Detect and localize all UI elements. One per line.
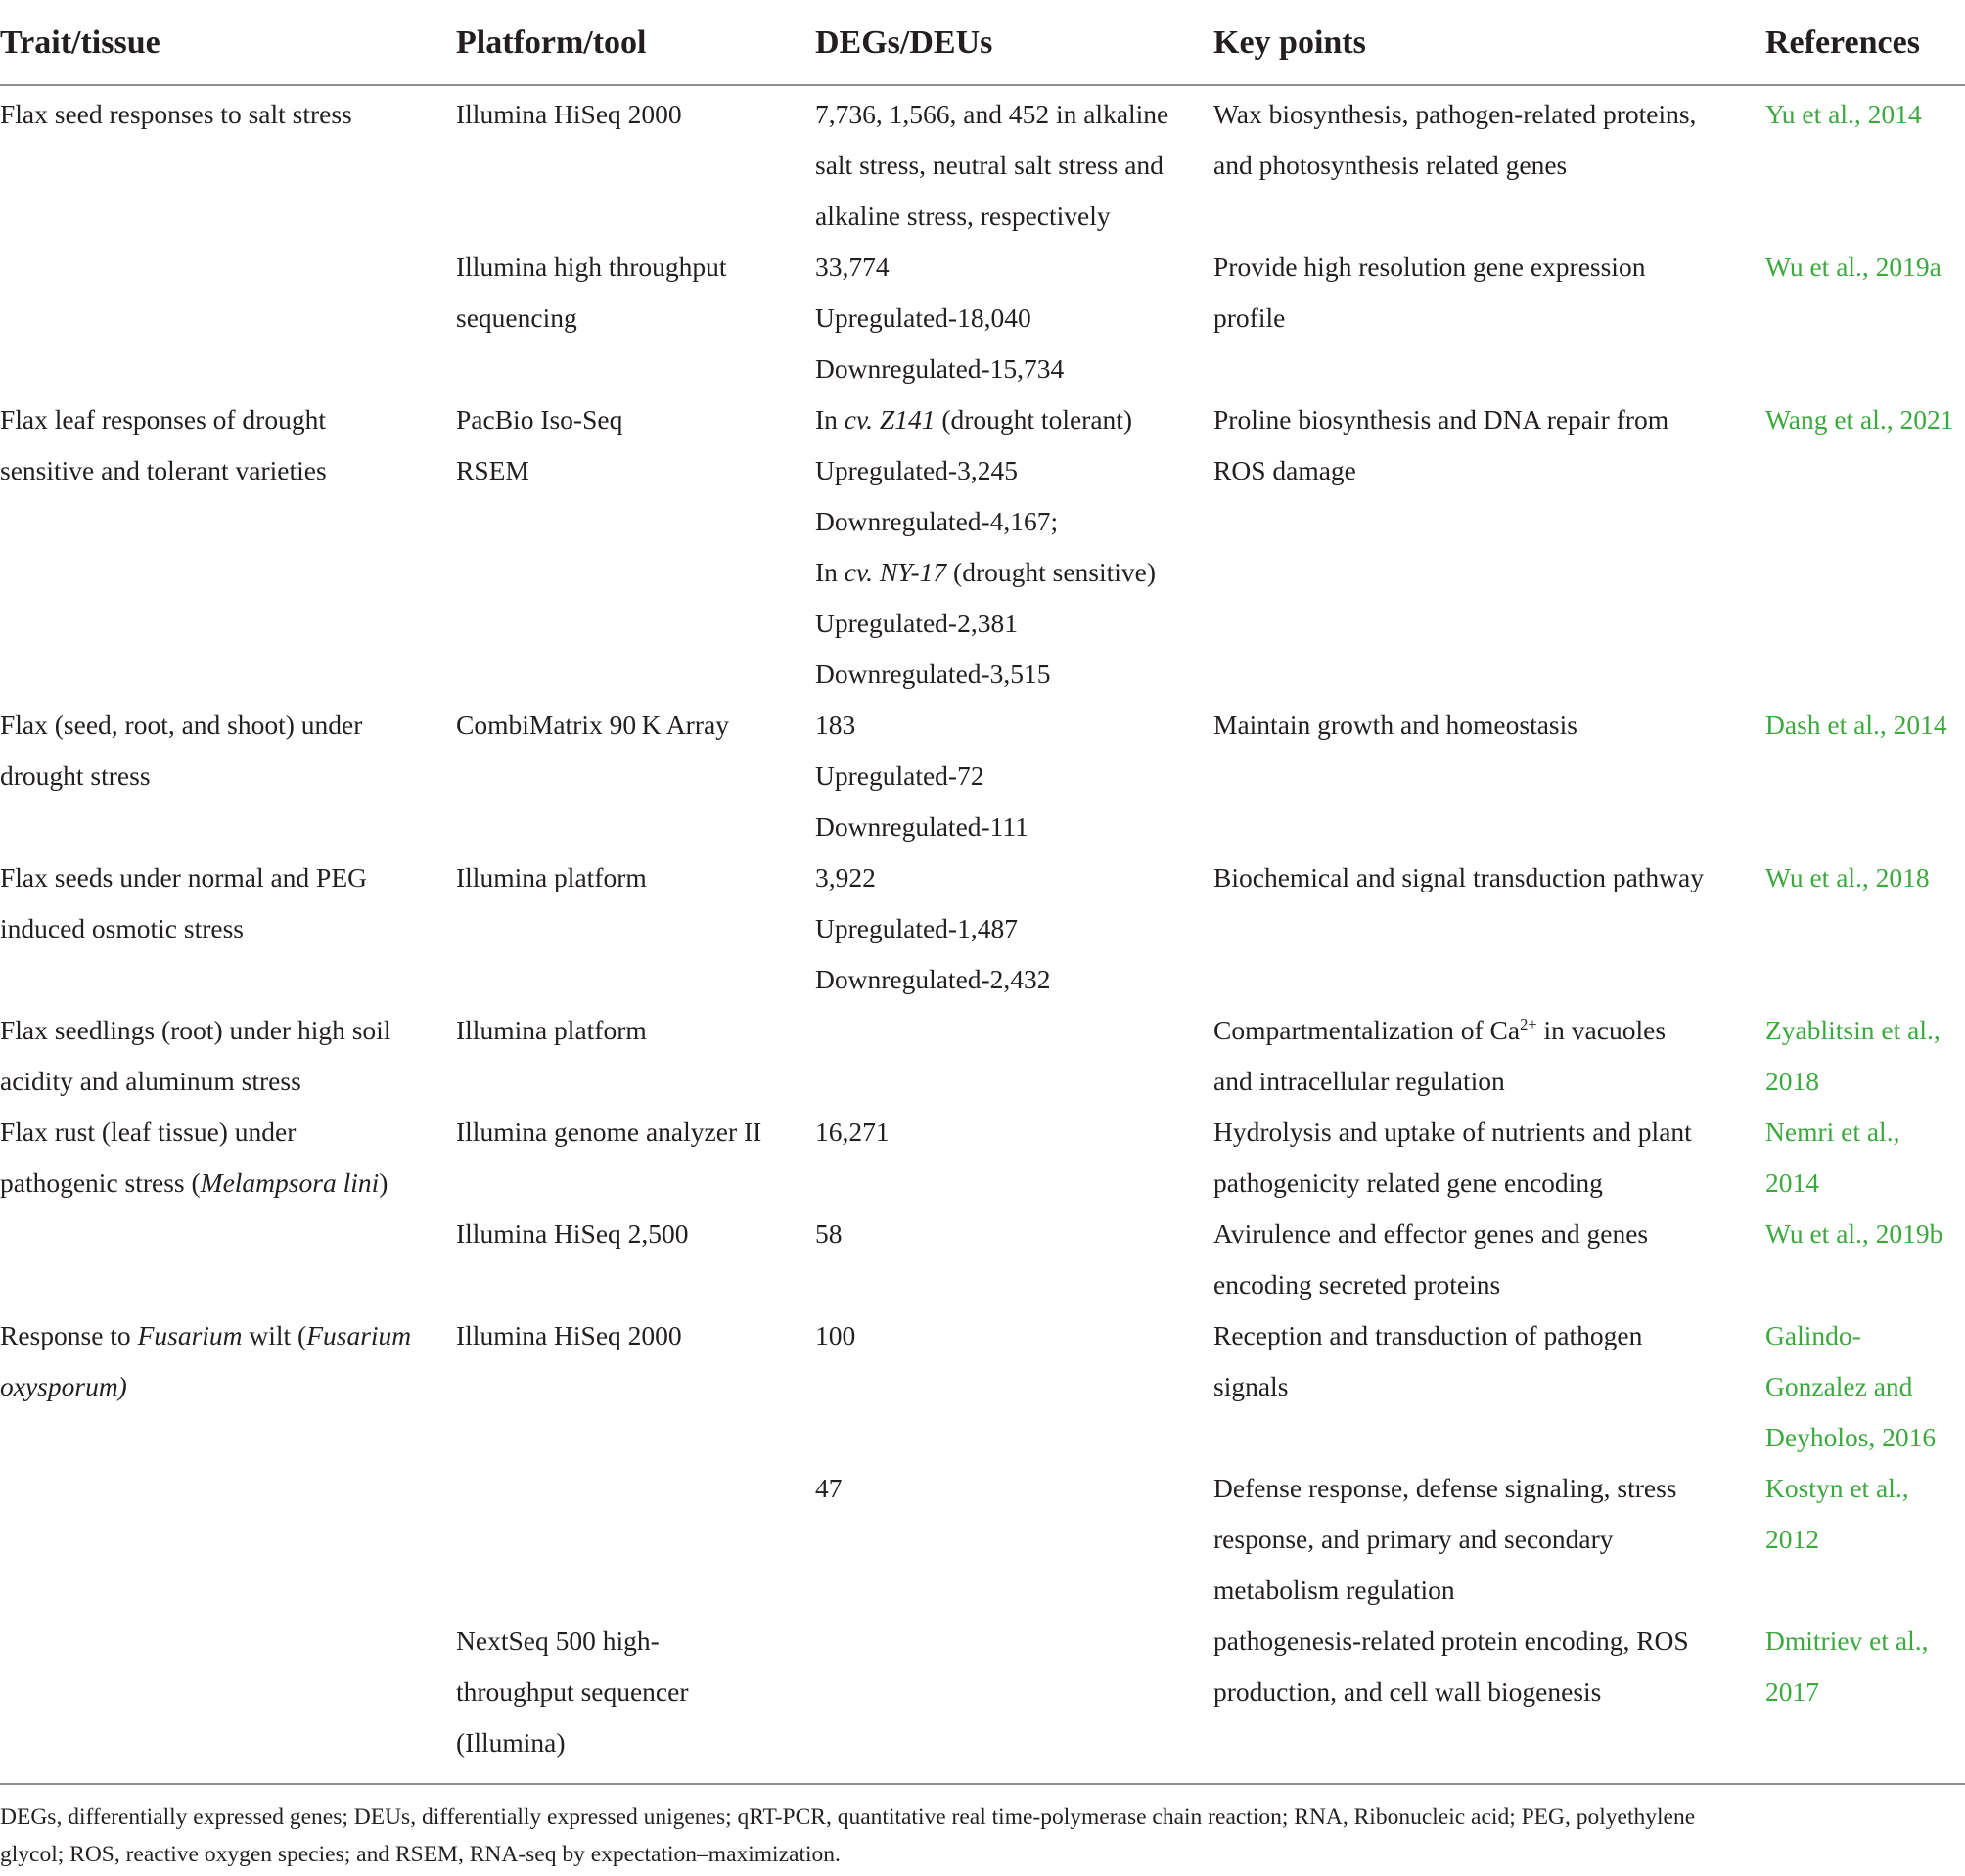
header-references: References (1765, 0, 1965, 85)
cell-key-points (1213, 700, 1765, 852)
cell-reference[interactable] (1765, 1107, 1965, 1209)
cell-trait-tissue (0, 1616, 456, 1774)
reference-link-text[interactable]: 2014 (1765, 1167, 1819, 1198)
cell-text-line: (Illumina) (456, 1727, 566, 1758)
table-row (0, 242, 1965, 394)
footnote-line: glycol; ROS, reactive oxygen species; and RSEM, RNA-seq by expectation–maximization. (0, 1842, 841, 1867)
cell-text-line: PacBio Iso-Seq (456, 404, 623, 435)
cell-text-line: 100 (815, 1320, 856, 1350)
cell-reference[interactable] (1765, 1616, 1965, 1774)
table-row (0, 1209, 1965, 1310)
cell-text-line: 3,922 (815, 862, 876, 892)
cell-degs-deus (815, 1310, 1213, 1463)
cell-key-points (1213, 852, 1765, 1005)
cell-reference[interactable] (1765, 1005, 1965, 1107)
reference-link-text[interactable]: 2017 (1765, 1676, 1819, 1707)
cell-key-points (1213, 394, 1765, 700)
cell-text-line: Downregulated-2,432 (815, 964, 1051, 994)
cell-text-line: Upregulated-72 (815, 760, 984, 791)
cell-degs-deus (815, 85, 1213, 242)
cell-text-line: Upregulated-3,245 (815, 455, 1018, 485)
cell-platform-tool (456, 1107, 815, 1209)
cell-text-line: 58 (815, 1218, 843, 1249)
cell-text-line: response, and primary and secondary (1213, 1524, 1614, 1554)
cell-text-line: Upregulated-2,381 (815, 608, 1018, 638)
cell-text-line: metabolism regulation (1213, 1575, 1455, 1605)
cell-text-line: Flax (seed, root, and shoot) under (0, 709, 363, 740)
cell-key-points (1213, 1616, 1765, 1774)
cell-text-line: acidity and aluminum stress (0, 1066, 301, 1096)
cell-degs-deus (815, 1209, 1213, 1310)
reference-link-text[interactable]: Wu et al., 2019a (1765, 252, 1942, 282)
cell-text-line: Maintain growth and homeostasis (1213, 709, 1577, 740)
table-row (0, 85, 1965, 242)
cell-platform-tool (456, 1310, 815, 1463)
cell-trait-tissue (0, 1463, 456, 1616)
table-row (0, 852, 1965, 1005)
cell-text-line: Defense response, defense signaling, stress (1213, 1473, 1677, 1503)
cell-text-line: production, and cell wall biogenesis (1213, 1676, 1602, 1707)
cell-reference[interactable] (1765, 700, 1965, 852)
cell-text-line: Avirulence and effector genes and genes (1213, 1218, 1649, 1249)
reference-link-text[interactable]: Wu et al., 2019b (1765, 1218, 1943, 1249)
reference-link-text[interactable]: Dash et al., 2014 (1765, 709, 1947, 740)
cell-trait-tissue (0, 1005, 456, 1107)
cell-text-line: throughput sequencer (456, 1676, 689, 1707)
table-header-row (0, 0, 1965, 85)
cell-text-line: encoding secreted proteins (1213, 1269, 1501, 1300)
cell-text-line: Hydrolysis and uptake of nutrients and plant (1213, 1117, 1692, 1147)
table-footnote (0, 1783, 1965, 1873)
cell-text-line: Illumina platform (456, 1015, 647, 1045)
header-degs-deus: DEGs/DEUs (815, 0, 1213, 85)
cell-reference[interactable] (1765, 1209, 1965, 1310)
cell-text-line: Response to Fusarium wilt (Fusarium (0, 1320, 412, 1350)
cell-text-line: pathogenicity related gene encoding (1213, 1167, 1603, 1198)
reference-link-text[interactable]: Kostyn et al., (1765, 1473, 1909, 1503)
cell-trait-tissue (0, 394, 456, 700)
cell-trait-tissue (0, 242, 456, 394)
footnote-line: DEGs, differentially expressed genes; DEUs, differentially expressed unigenes; qRT-PCR, quantitative real time-polymerase chain reaction; RNA, Ribonucleic acid; PEG, polyethylene (0, 1805, 1696, 1830)
cell-text-line: and intracellular regulation (1213, 1066, 1505, 1096)
cell-key-points (1213, 85, 1765, 242)
cell-reference[interactable] (1765, 242, 1965, 394)
cell-trait-tissue (0, 1310, 456, 1463)
cell-reference[interactable] (1765, 85, 1965, 242)
cell-text-line: Reception and transduction of pathogen (1213, 1320, 1643, 1350)
cell-degs-deus (815, 242, 1213, 394)
reference-link-text[interactable]: Wang et al., 2021 (1765, 404, 1954, 435)
cell-trait-tissue (0, 1209, 456, 1310)
cell-text-line: Biochemical and signal transduction pathway (1213, 862, 1704, 892)
cell-text-line: Illumina genome analyzer II (456, 1117, 762, 1147)
cell-text-line: sensitive and tolerant varieties (0, 455, 327, 485)
cell-platform-tool (456, 1209, 815, 1310)
cell-trait-tissue (0, 85, 456, 242)
reference-link-text[interactable]: Dmitriev et al., (1765, 1625, 1929, 1656)
cell-text-line: Flax seeds under normal and PEG (0, 862, 367, 892)
cell-degs-deus (815, 394, 1213, 700)
header-key-points: Key points (1213, 0, 1765, 85)
reference-link-text[interactable]: Gonzalez and (1765, 1371, 1913, 1401)
cell-text-line: alkaline stress, respectively (815, 201, 1111, 231)
reference-link-text[interactable]: 2018 (1765, 1066, 1819, 1096)
cell-degs-deus (815, 700, 1213, 852)
cell-text-line: CombiMatrix 90 K Array (456, 709, 729, 740)
cell-text-line: oxysporum) (0, 1371, 127, 1401)
cell-text-line: Flax leaf responses of drought (0, 404, 326, 435)
cell-degs-deus (815, 1005, 1213, 1107)
table-body (0, 85, 1965, 1774)
cell-reference[interactable] (1765, 394, 1965, 700)
cell-text-line: NextSeq 500 high- (456, 1625, 660, 1656)
cell-text-line: In cv. NY-17 (drought sensitive) (815, 557, 1157, 587)
cell-text-line: Downregulated-111 (815, 811, 1028, 842)
cell-text-line: Upregulated-18,040 (815, 302, 1031, 333)
header-platform-tool: Platform/tool (456, 0, 815, 85)
cell-text-line: Flax rust (leaf tissue) under (0, 1117, 297, 1147)
reference-link-text[interactable]: Deyholos, 2016 (1765, 1422, 1937, 1452)
cell-degs-deus (815, 852, 1213, 1005)
cell-key-points (1213, 1005, 1765, 1107)
reference-link-text[interactable]: Galindo- (1765, 1320, 1861, 1350)
cell-key-points (1213, 1107, 1765, 1209)
cell-text-line: Proline biosynthesis and DNA repair from (1213, 404, 1669, 435)
reference-link-text[interactable]: 2012 (1765, 1524, 1819, 1554)
cell-degs-deus (815, 1107, 1213, 1209)
cell-text-line: Flax seed responses to salt stress (0, 99, 352, 129)
table-row (0, 700, 1965, 852)
table-row (0, 1616, 1965, 1774)
reference-link-text[interactable]: Wu et al., 2018 (1765, 862, 1930, 892)
cell-text-line: drought stress (0, 760, 151, 791)
cell-text-line: 16,271 (815, 1117, 890, 1147)
cell-degs-deus (815, 1616, 1213, 1774)
cell-text-line: Flax seedlings (root) under high soil (0, 1015, 391, 1045)
cell-text-line: 47 (815, 1473, 843, 1503)
cell-platform-tool (456, 700, 815, 852)
cell-reference[interactable] (1765, 1310, 1965, 1463)
cell-text-line: Provide high resolution gene expression (1213, 252, 1646, 282)
cell-reference[interactable] (1765, 1463, 1965, 1616)
cell-text-line: Upregulated-1,487 (815, 913, 1018, 943)
cell-text-line: In cv. Z141 (drought tolerant) (815, 404, 1133, 435)
reference-link-text[interactable]: Nemri et al., (1765, 1117, 1900, 1147)
cell-trait-tissue (0, 700, 456, 852)
cell-text-line: Illumina platform (456, 862, 647, 892)
table-row (0, 1107, 1965, 1209)
cell-platform-tool (456, 394, 815, 700)
cell-text-line: salt stress, neutral salt stress and (815, 150, 1164, 180)
cell-platform-tool (456, 1616, 815, 1774)
cell-text-line: profile (1213, 302, 1286, 333)
cell-platform-tool (456, 1005, 815, 1107)
table-row (0, 1463, 1965, 1616)
cell-platform-tool (456, 852, 815, 1005)
table-row (0, 1310, 1965, 1463)
cell-key-points (1213, 1463, 1765, 1616)
cell-platform-tool (456, 1463, 815, 1616)
cell-text-line: 7,736, 1,566, and 452 in alkaline (815, 99, 1169, 129)
cell-text-line: 33,774 (815, 252, 890, 282)
cell-text-line: Illumina HiSeq 2000 (456, 99, 682, 129)
cell-text-line: Illumina high throughput (456, 252, 727, 282)
cell-text-line: Compartmentalization of $Ca^{2+}$ in vacuoles (1213, 1014, 1667, 1045)
cell-text-line: Wax biosynthesis, pathogen-related proteins, (1213, 99, 1697, 129)
cell-key-points (1213, 1310, 1765, 1463)
cell-key-points (1213, 242, 1765, 394)
cell-text-line: Illumina HiSeq 2,500 (456, 1218, 689, 1249)
cell-text-line: Downregulated-3,515 (815, 659, 1051, 689)
table-row (0, 394, 1965, 700)
cell-text-line: signals (1213, 1371, 1289, 1401)
reference-link-text[interactable]: Yu et al., 2014 (1765, 99, 1922, 129)
cell-key-points (1213, 1209, 1765, 1310)
cell-text-line: ROS damage (1213, 455, 1356, 485)
reference-link-text[interactable]: Zyablitsin et al., (1765, 1015, 1941, 1045)
cell-text-line: Downregulated-4,167; (815, 506, 1059, 536)
cell-text-line: pathogenic stress (Melampsora lini) (0, 1167, 388, 1198)
cell-degs-deus (815, 1463, 1213, 1616)
table-row (0, 1005, 1965, 1107)
cell-platform-tool (456, 242, 815, 394)
cell-text-line: and photosynthesis related genes (1213, 150, 1568, 180)
cell-text-line: 183 (815, 709, 856, 740)
cell-text-line: Illumina HiSeq 2000 (456, 1320, 682, 1350)
cell-text-line: RSEM (456, 455, 529, 485)
cell-text-line: sequencing (456, 302, 577, 333)
cell-text-line: Downregulated-15,734 (815, 353, 1065, 384)
cell-trait-tissue (0, 1107, 456, 1209)
cell-trait-tissue (0, 852, 456, 1005)
cell-text-line: pathogenesis-related protein encoding, ROS (1213, 1625, 1689, 1656)
cell-reference[interactable] (1765, 852, 1965, 1005)
header-trait-tissue: Trait/tissue (0, 0, 456, 85)
cell-platform-tool (456, 85, 815, 242)
cell-text-line: induced osmotic stress (0, 913, 244, 943)
